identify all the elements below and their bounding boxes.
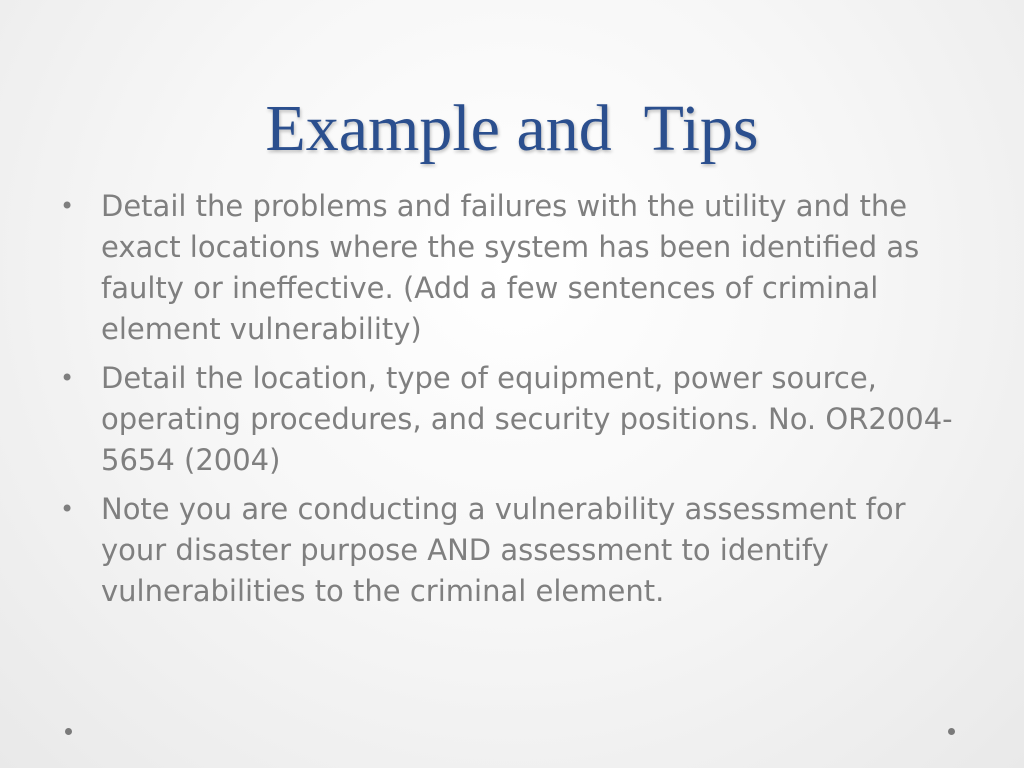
bullet-dot-icon: • [60,192,75,220]
bullet-text: Note you are conducting a vulnerability assessment for your disaster purpose AND assessment to identify vulnerabilities to the criminal element. [101,492,906,608]
bullet-text: Detail the location, type of equipment, power source, operating procedures, and security positions. No. OR2004-5654 (2004) [101,361,953,477]
bullet-item [60,186,970,350]
slide-title: Example and Tips [265,92,759,165]
decorative-dot-icon [65,728,72,735]
decorative-dot-icon [948,728,955,735]
bullet-item [60,489,970,612]
bullet-text: Detail the problems and failures with the utility and the exact locations where the system has been identified as faulty or ineffective. (Add a few sentences of criminal element vulnerability) [101,189,920,346]
bullet-dot-icon: • [60,495,75,523]
bullet-list [60,186,970,620]
bullet-item [60,358,970,481]
bullet-dot-icon: • [60,364,75,392]
